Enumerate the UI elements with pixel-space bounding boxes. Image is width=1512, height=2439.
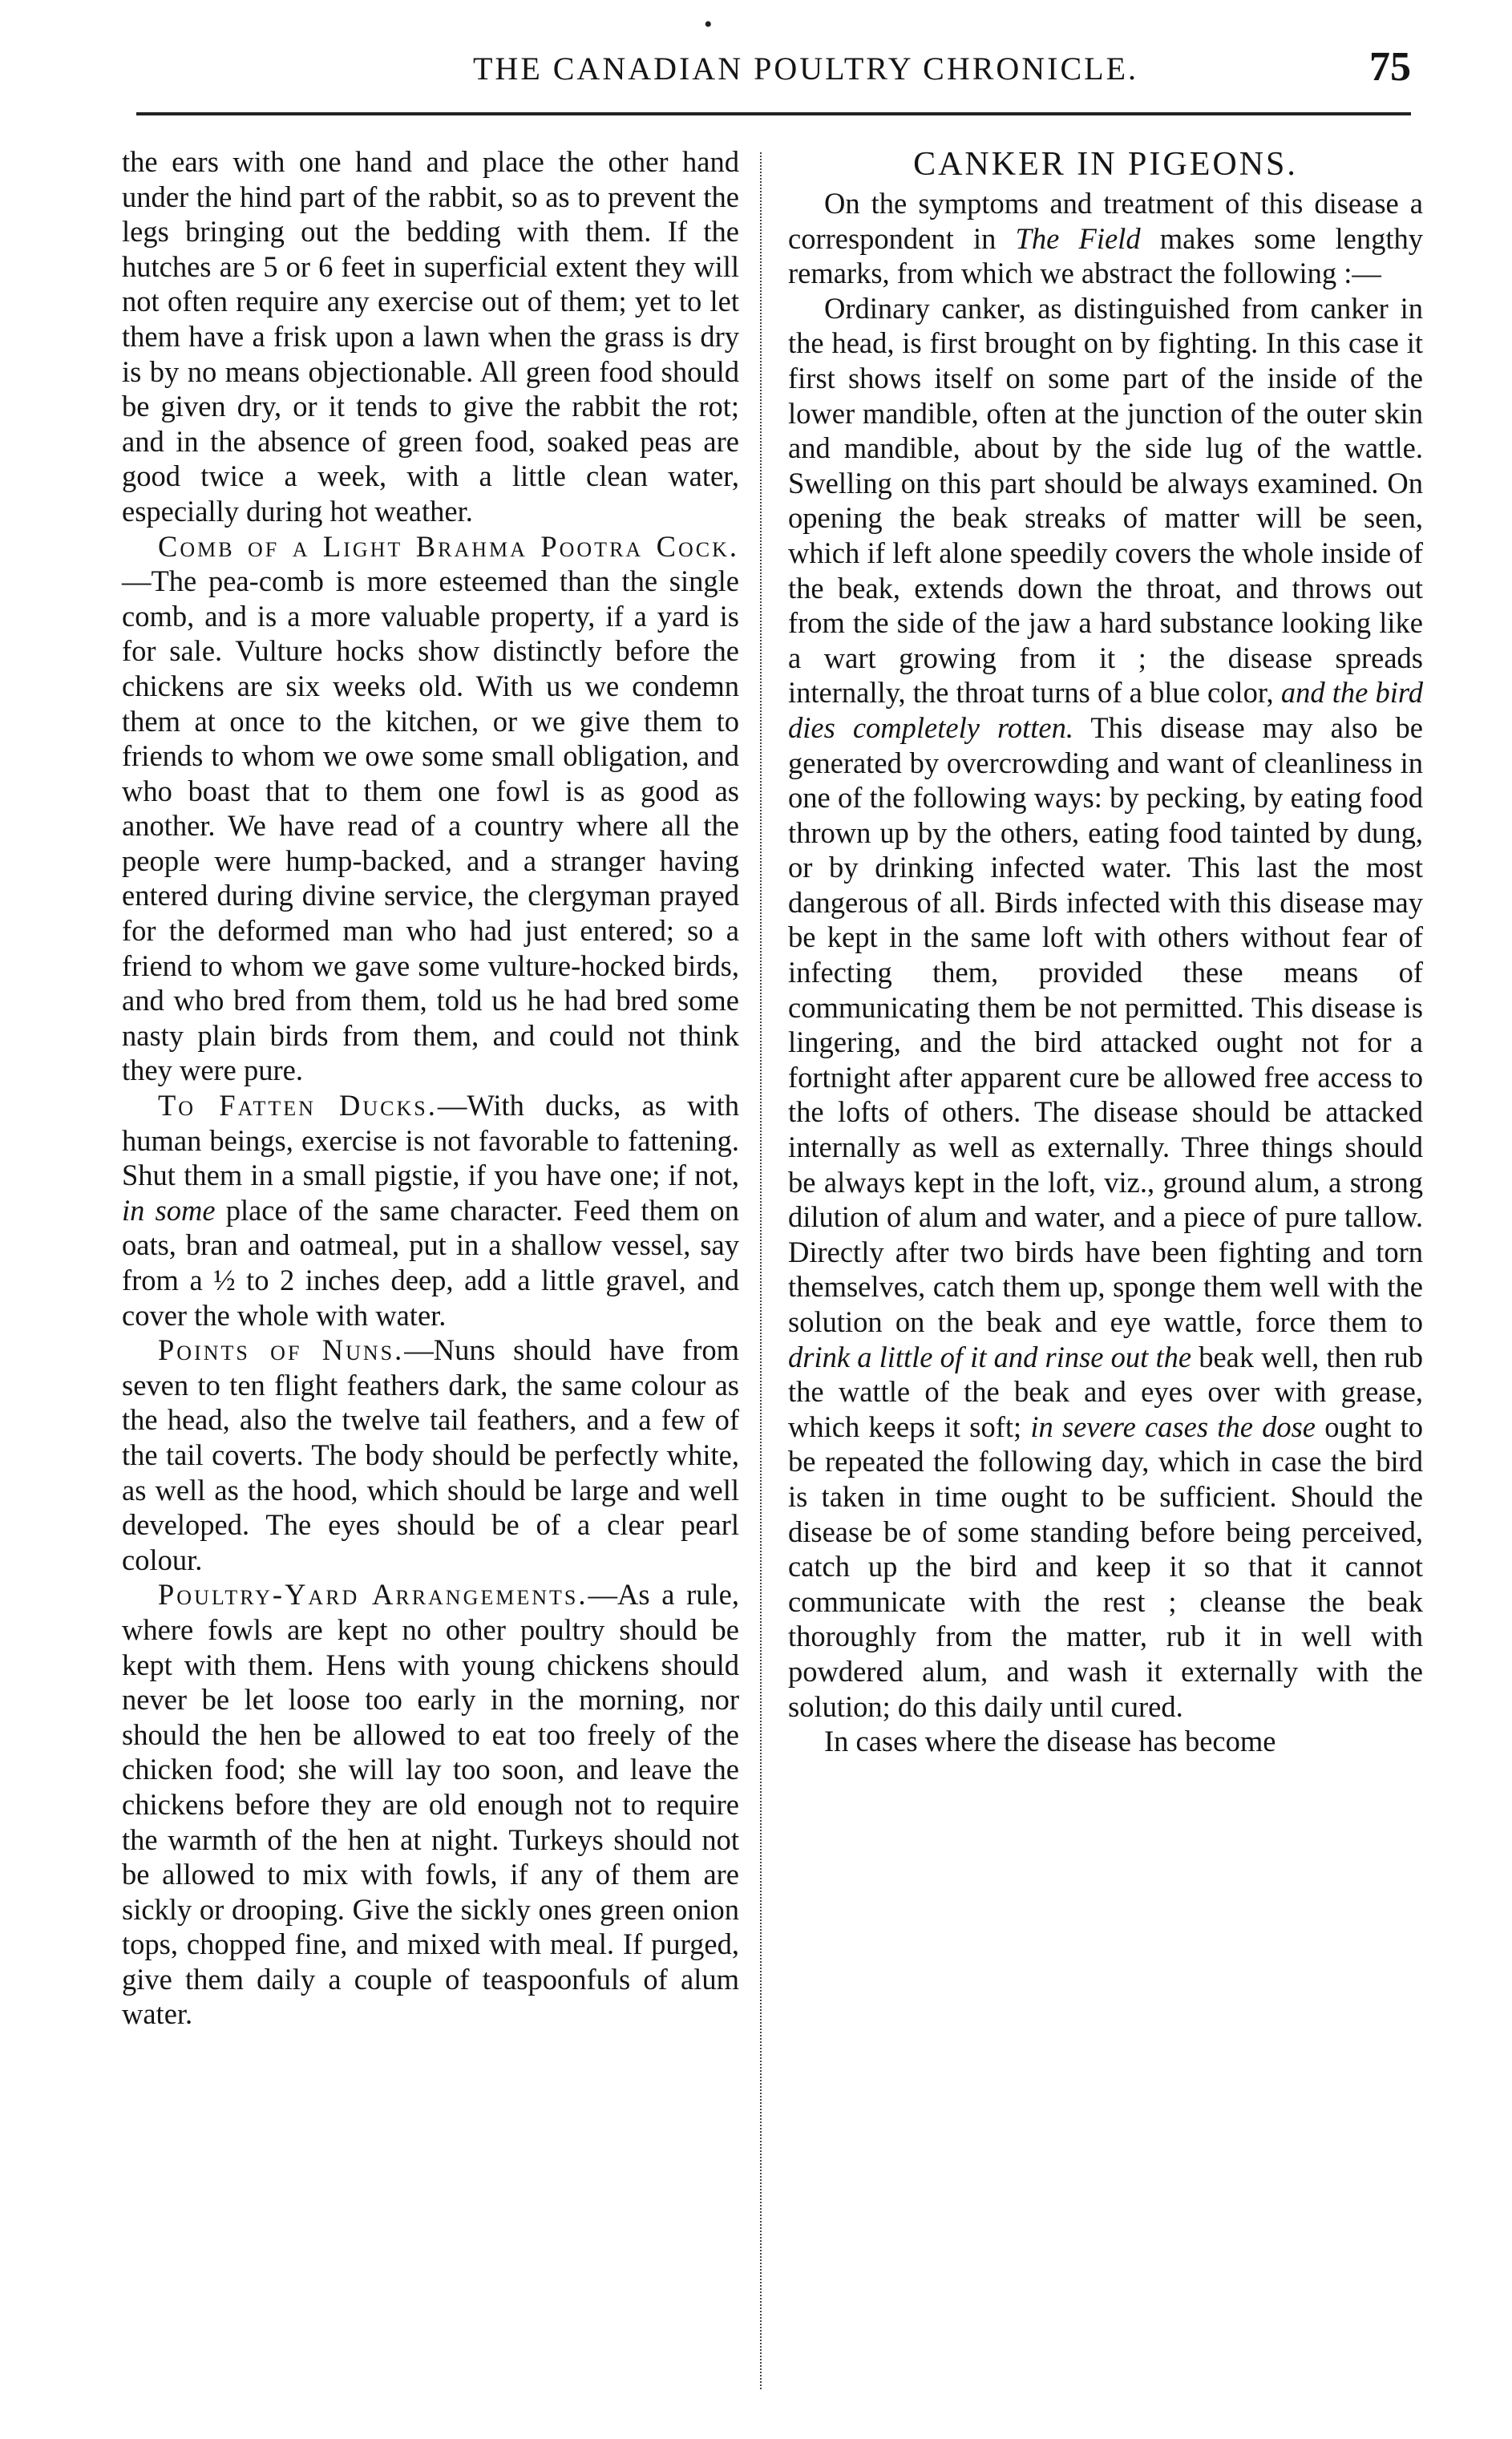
page-number: 75: [1369, 44, 1411, 90]
canker-main-b: This disease may also be generated by overcrowding and want of cleanliness in one of the following ways: by pecking, by eating food thrown up by the others, eating food tainted by dung, or by drinking infected water. This last the most dangerous of all. Birds infected with this disease may be kept in the same loft with others without fear of infecting them, provided these means of communicating them be not permitted. This disease is lingering, and the bird attacked ought not for a fortnight after apparent cure be allowed free access to the lofts of others. The disease should be attacked internally as well as externally. Three things should be always kept in the loft, viz., ground alum, a strong dilution of alum and water, and a piece of pure tallow. Directly after two birds have been fighting and torn themselves, catch them up, sponge them well with the solution on the beak and eye wattle, force them to: [788, 710, 1423, 1338]
source-publication-name: The Field: [1015, 221, 1141, 255]
brahma-comb-body: —The pea-comb is more esteemed than the single comb, and is a more valuable property, if a yard is for sale. Vulture hocks show distinctly before the chickens are six weeks old. With us we condemn them at once to the kitchen, or we give them to friends to whom we owe some small obligation, and who boast that to them one fowl is as good as another. We have read of a country where all the people were hump-backed, and a stranger having entered during divine service, the clergyman prayed for the deformed man who had just entered; so a friend to whom we gave some vulture-hocked birds, and who bred from them, told us he had bred some nasty plain birds from them, and could not think they were pure.: [122, 564, 739, 1087]
brahma-comb-heading: Comb of a Light Brahma Pootra Cock.: [158, 529, 739, 563]
fatten-ducks-body-a: —With ducks, as with human beings, exercise is not favorable to fattening. Shut them in a small pigstie, if you have one; if not,: [122, 1089, 739, 1192]
nuns-body: —Nuns should have from seven to ten flight feathers dark, the same colour as the head, also the twelve tail feathers, and a few of the tail coverts. The body should be perfectly white, as well as the hood, which should be large and well developed. The eyes should be of a clear pearl colour.: [122, 1333, 739, 1576]
running-title: THE CANADIAN POULTRY CHRONICLE.: [473, 51, 1139, 87]
fatten-ducks-body-b: place of the same character. Feed them on oats, bran and oatmeal, put in a shallow vessel, say from a ½ to 2 inches deep, add a little gravel, and cover the whole with water.: [122, 1193, 740, 1332]
canker-main-italic-2: drink a little of it and rinse out the: [788, 1340, 1192, 1373]
nuns-paragraph: [122, 1333, 739, 1577]
poultry-yard-body: —As a rule, where fowls are kept no other poultry should be kept with them. Hens with young chickens should never be let loose too early in the morning, nor should the hen be allowed to eat too freely of the chicken food; she will lay too soon, and leave the chickens before they are old enough not to require the warmth of the hen at night. Turkeys should not be allowed to mix with fowls, if any of them are sickly or drooping. Give the sickly ones green onion tops, chopped fine, and mixed with meal. If purged, give them daily a couple of teaspoonfuls of alum water.: [122, 1578, 739, 2031]
canker-article-heading: CANKER IN PIGEONS.: [913, 146, 1298, 183]
canker-main-a: Ordinary canker, as distinguished from canker in the head, is first brought on by fighting. In this case it first shows itself on some part of the inside of the lower mandible, often at the junction of the outer skin and mandible, about by the side lug of the wattle. Swelling on this part should be always examined. On opening the beak streaks of matter will be seen, which if left alone speedily covers the whole inside of the beak, extends down the throat, and throws out from the side of the jaw a hard substance looking like a wart growing from it ; the disease spreads internally, the throat turns of a blue color,: [788, 291, 1423, 710]
rabbit-paragraph: the ears with one hand and place the other hand under the hind part of the rabbit, so as to prevent the legs bringing out the bedding with them. If the hutches are 5 or 6 feet in superficial extent they will not often require any exercise out of them; yet to let them have a frisk upon a lawn when the grass is dry is by no means objectionable. All green food should be given dry, or it tends to give the rabbit the rot; and in the absence of green food, soaked peas are good twice a week, with a little clean water, especially during hot weather.: [122, 145, 739, 528]
fatten-ducks-body-italic: in some: [122, 1193, 216, 1227]
page-header: [136, 38, 1411, 103]
fatten-ducks-paragraph: [122, 1088, 739, 1333]
nuns-heading: Points of Nuns.: [158, 1333, 405, 1367]
top-ornament-mark: •: [704, 11, 713, 38]
canker-main-italic-3: in severe cases the dose: [1030, 1410, 1316, 1443]
canker-main-paragraph: [788, 291, 1423, 1724]
canker-continued-paragraph: In cases where the disease has become: [824, 1725, 1276, 1758]
canker-intro-b: makes some lengthy remarks, from which we abstract the following :—: [788, 221, 1423, 290]
header-rule: [136, 112, 1411, 115]
canker-main-d: ought to be repeated the following day, which in case the bird is taken in time ought to be sufficient. Should the disease be of some standing before being perceived, catch up the bird and keep it so that it cannot communicate with the rest ; cleanse the beak thoroughly from the matter, rub it in well with powdered alum, and wash it externally with the solution; do this daily until cured.: [788, 1410, 1423, 1723]
canker-main-italic-1: and the bird dies completely rotten.: [788, 676, 1423, 744]
canker-intro-paragraph: [788, 186, 1423, 291]
right-column: [788, 144, 1423, 1759]
poultry-yard-paragraph: [122, 1577, 739, 2032]
fatten-ducks-heading: To Fatten Ducks.: [158, 1089, 438, 1122]
column-divider: [760, 152, 762, 2389]
canker-main-c: beak well, then rub the wattle of the beak and eyes over with grease, which keeps it soft;: [788, 1340, 1423, 1443]
poultry-yard-heading: Poultry-Yard Arrangements.: [158, 1578, 588, 1612]
canker-intro-a: On the symptoms and treatment of this disease a correspondent in: [788, 187, 1423, 255]
brahma-comb-paragraph: [122, 529, 739, 1089]
left-column: [122, 144, 739, 2032]
